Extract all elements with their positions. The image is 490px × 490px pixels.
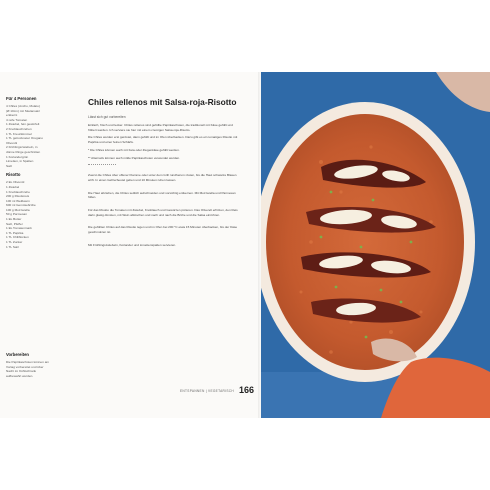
recipe-subtitle: Lässt sich gut vorbereiten: [88, 115, 126, 119]
tip-line: Nacht im Kühlschrank: [6, 369, 37, 374]
ingredient-line: 600 ml Gemüsebrühe: [6, 203, 36, 208]
tip-line: Vortag vorbereitet und über: [6, 364, 44, 369]
ingredient-list-risotto: [6, 180, 76, 249]
ingredient-line: entkernt: [6, 113, 18, 118]
ingredient-line: 1 TL Chiliflocken: [6, 235, 29, 240]
tip-heading: Vorbereiten: [6, 352, 29, 357]
rice-dish-photo: [261, 72, 490, 418]
ingredient-line: 100 g Mozzarella: [6, 207, 30, 212]
ingredient-line: Salz, Pfeffer: [6, 221, 23, 226]
ingredient-line: (Ø 10cm) mit Stielansatz: [6, 108, 40, 113]
ingredient-line: Limetten, in Spalten: [6, 159, 34, 164]
method-step: Zuerst die Chiles über offener Flamme oder unter dem Grill rundherum rösten, bis die Haut schwarze Blasen wirft. In einen Gefrierbeutel geben und 10 Minuten ruhen lassen.: [88, 173, 237, 182]
recipe-text: [88, 97, 238, 387]
intro-paragraphs: [88, 123, 238, 153]
ingredient-line: 1 EL Butter: [6, 217, 22, 222]
intro-paragraph: Einfach, frisch und lecker. Chiles rellenos sind gefüllte Paprikaschoten, die traditionell mit Käse gefüllt und frittiert werden. Ich serviere sie hier mit einem cremigen Salsa-roja-Risotto.: [88, 123, 233, 132]
risotto: [266, 114, 464, 370]
method-step: Mit Frühlingszwiebeln, Koriander und Limettenspalten servieren.: [88, 242, 177, 247]
ingredient-line: 1 Zwiebel, fein gewürfelt: [6, 122, 40, 127]
tip-line: aufbewahrt werden.: [6, 373, 34, 378]
ingredient-line: 1 Knoblauchzehe: [6, 189, 30, 194]
prep-tip: [6, 352, 70, 378]
ingredient-line: 2 Knoblauchzehen: [6, 126, 32, 131]
ingredient-line: 1 EL Tomatenmark: [6, 226, 32, 231]
ingredient-line: 1 Koriandergrün: [6, 154, 29, 159]
method-step: Die gefüllten Chiles auf das Risotto legen und im Ofen bei 200 °C etwa 15 Minuten überbacken, bis der Käse geschmolzen ist.: [88, 225, 238, 235]
intro-paragraph: * Die Chiles können auch mit Feta oder Ziegenkäse gefüllt werden.: [88, 147, 180, 152]
ingredient-line: 1 TL Zucker: [6, 240, 23, 245]
ingredient-line: dünne Ringe geschnitten: [6, 149, 41, 154]
method-step: Für das Risotto die Tomaten mit Zwiebel, Knoblauch und Gewürzen pürieren. Das Olivenöl erhitzen, den Reis darin glasig dünsten, mit Wein ablöschen und nach und nach die Brühe und die Salsa einrühren.: [88, 208, 238, 217]
page-footer: [180, 385, 254, 397]
ingredient-list-main: [6, 104, 76, 168]
ingredient-line: 50 g Parmesan: [6, 212, 27, 217]
recipe-title: Chiles rellenos mit Salsa-roja-Risotto: [88, 97, 237, 107]
ingredient-line: 1 Zwiebel: [6, 184, 20, 189]
ingredient-line: 4 reife Tomaten: [6, 117, 28, 122]
photo-illustration: [261, 72, 490, 418]
section-divider: [88, 164, 116, 165]
tip-line: Die Paprikaschoten können am: [6, 360, 49, 364]
ingredient-line: 2 Frühlingszwiebeln, in: [6, 145, 38, 150]
risotto-heading: Risotto: [6, 172, 21, 178]
method-step: Die Haut abziehen, die Chiles seitlich aufschneiden und vorsichtig entkernen. Mit Mozzarella und Parmesan füllen.: [88, 190, 236, 200]
ingredient-line: 100 ml Weißwein: [6, 198, 30, 203]
ingredient-line: 1 TL Paprika: [6, 230, 24, 235]
servings-heading: Für 4 Personen: [6, 96, 37, 101]
tip-text: [6, 360, 70, 378]
ingredient-line: 1 TL getrockneter Oregano: [6, 136, 43, 141]
footnote: ** Alternativ können auch milde Paprikaschoten verwendet werden.: [88, 155, 181, 160]
ingredient-line: 200 g Risottoreis: [6, 194, 30, 199]
method-steps: [88, 173, 238, 247]
chapter-label: ENTSPANNEN | VEGETARISCH: [180, 389, 234, 393]
ingredient-line: 1 TL Salz: [6, 244, 19, 249]
intro-paragraph: Die Chiles werden erst geröstet, dann gefüllt und im Ofen überbacken. Dazu gibt es ein tomatiges Risotto mit Paprika und einer feinen Schärfe.: [88, 135, 238, 145]
ingredient-line: 1 TL Kreuzkümmel: [6, 131, 32, 136]
page-number: 166: [238, 385, 254, 395]
ingredient-line: Olivenöl: [6, 140, 18, 145]
ingredient-line: Salz: [6, 163, 13, 168]
ingredient-line: 2 EL Olivenöl: [6, 180, 25, 185]
ingredient-line: 4 Chiles (Ancho, Mulato): [6, 104, 40, 108]
